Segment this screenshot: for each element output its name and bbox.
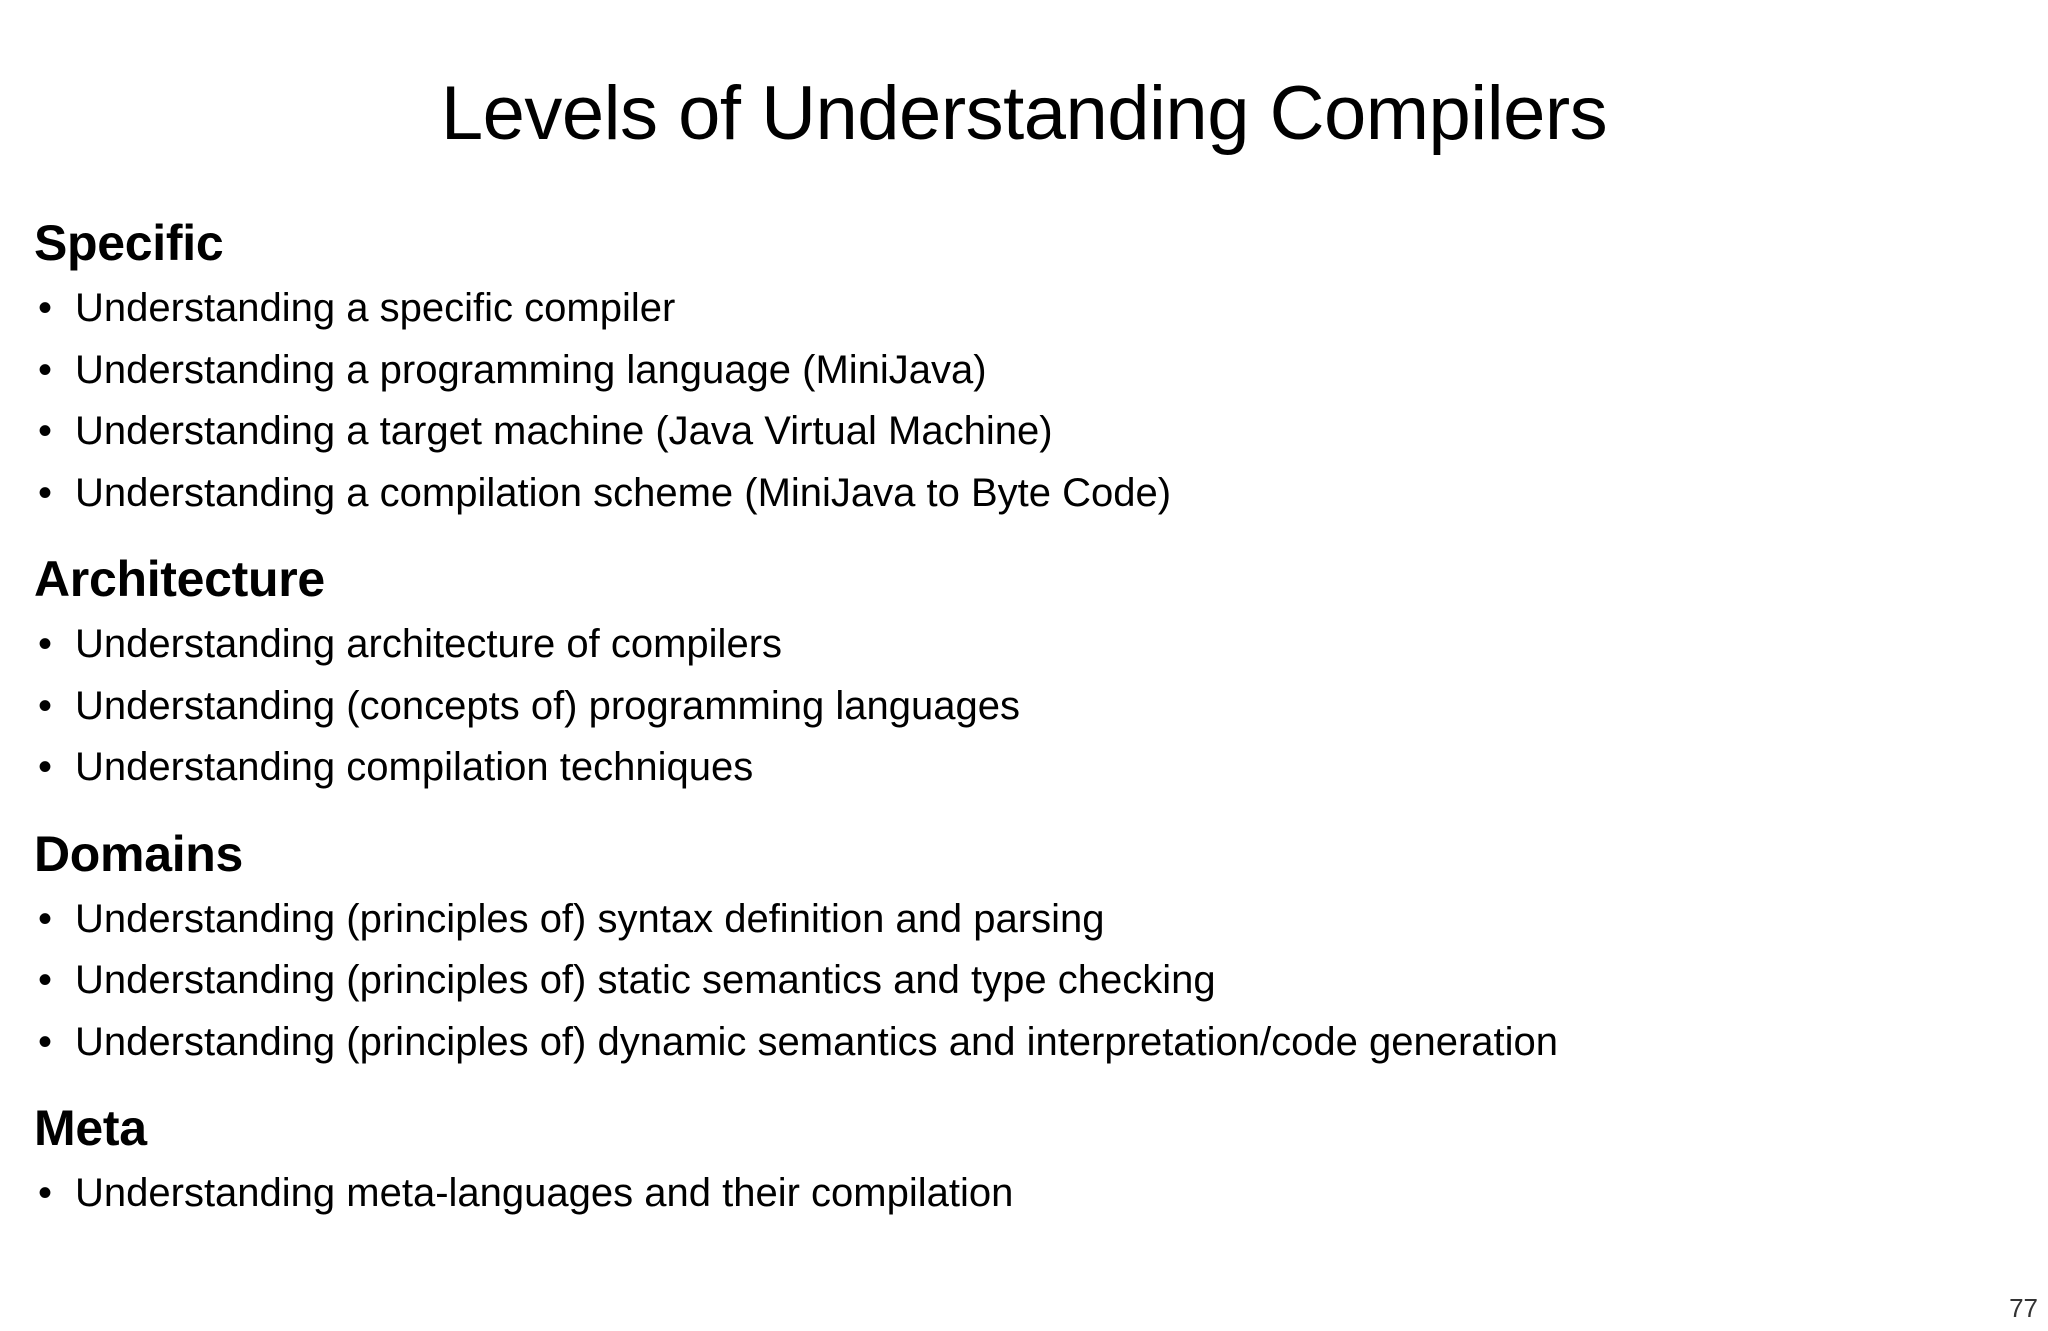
section-specific (34, 212, 1994, 524)
section-domains (34, 823, 1994, 1074)
bullet-text: Understanding (principles of) dynamic semantics and interpretation/code generation (75, 1019, 1559, 1064)
bullet-item (34, 676, 1994, 738)
bullet-text: Understanding (concepts of) programming languages (75, 683, 1020, 728)
bullet-icon: • (38, 347, 53, 392)
slide-title: Levels of Understanding Compilers (440, 70, 1608, 156)
slide-content (34, 212, 1994, 1225)
bullet-item (34, 737, 1994, 799)
bullet-text: Understanding a compilation scheme (MiniJava to Byte Code) (75, 470, 1172, 515)
section-heading: Meta (34, 1100, 147, 1156)
bullet-icon: • (38, 745, 53, 789)
bullet-item (34, 463, 1994, 525)
bullet-icon: • (38, 1171, 53, 1215)
page-number: 77 (2009, 1293, 2038, 1323)
bullet-text: Understanding a specific compiler (75, 286, 676, 330)
bullet-list (34, 278, 1994, 524)
bullet-list (34, 889, 1994, 1074)
section-meta (34, 1097, 1994, 1225)
bullet-item (34, 1163, 1994, 1225)
bullet-item (34, 614, 1994, 676)
bullet-list (34, 614, 1994, 799)
bullet-item (34, 950, 1994, 1012)
bullet-icon: • (38, 683, 53, 728)
section-heading: Domains (34, 825, 244, 882)
bullet-item (34, 401, 1994, 463)
bullet-text: Understanding a programming language (MiniJava) (75, 347, 987, 392)
bullet-text: Understanding architecture of compilers (75, 622, 783, 666)
bullet-icon: • (38, 622, 53, 666)
bullet-item (34, 278, 1994, 340)
bullet-icon: • (38, 409, 53, 453)
bullet-icon: • (38, 1019, 53, 1064)
bullet-list (34, 1163, 1994, 1225)
section-heading: Architecture (34, 551, 325, 607)
bullet-text: Understanding (principles of) syntax definition and parsing (75, 896, 1105, 941)
section-architecture (34, 548, 1994, 799)
bullet-text: Understanding a target machine (Java Virtual Machine) (75, 409, 1053, 453)
bullet-item (34, 340, 1994, 402)
bullet-text: Understanding (principles of) static semantics and type checking (75, 958, 1216, 1002)
bullet-icon: • (38, 896, 53, 941)
bullet-text: Understanding compilation techniques (75, 745, 754, 789)
bullet-icon: • (38, 470, 53, 515)
section-heading: Specific (34, 215, 224, 271)
bullet-item (34, 889, 1994, 951)
bullet-item (34, 1012, 1994, 1074)
bullet-icon: • (38, 958, 53, 1002)
bullet-icon: • (38, 286, 53, 330)
bullet-text: Understanding meta-languages and their compilation (75, 1171, 1014, 1215)
